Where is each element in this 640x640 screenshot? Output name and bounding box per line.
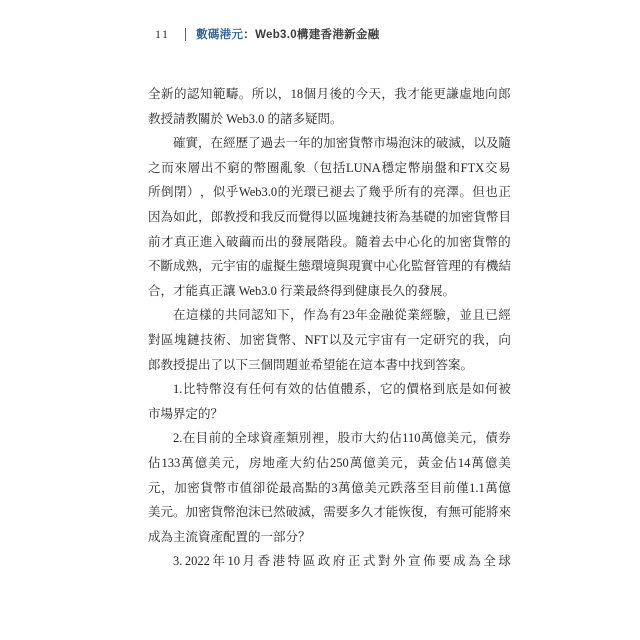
body-line: 對 區 塊 鏈 技 術 、 加 密 貨 幣 、 NFT 以 及 元 宇 宙 有 一 定 研 究 的 我 ， 向: [148, 332, 511, 347]
running-title-rest: ：Web3.0構建香港新金融: [243, 29, 380, 41]
body-line: 美 元 。 加 密 貨 幣 泡 沫 已 然 破 滅 ， 需 要 多 久 才 能 恢 復 ， 有 無 可 能 將 來: [148, 505, 511, 520]
body-line: 之 而 來 層 出 不 窮 的 幣 圈 亂 象 （ 包 括 LUNA 穩 定 幣 崩 盤 和 FTX 交 易: [148, 160, 511, 175]
header-divider-bar: [185, 28, 187, 41]
body-line: 郎教授提出了以下三個問題並希望能在這本書中找到答案。: [148, 357, 474, 372]
page-body: [148, 82, 511, 574]
body-line: 成為主流資產配置的一部分？: [148, 529, 311, 544]
body-line: 因 為 如 此 ， 郎 教 授 和 我 反 而 覺 得 以 區 塊 鏈 技 術 為 基 礎 的 加 密 貨 幣 目: [148, 209, 511, 224]
body-line: 在 這 樣 的 共 同 認 知 下 ， 作 為 有 23 年 金 融 從 業 經 驗 ， 並 且 已 經: [173, 308, 511, 323]
body-line: 合，才能真正讓 Web3.0 行業最終得到健康長久的發展。: [148, 283, 455, 298]
body-line: 元 ， 加 密 貨 幣 市 值 卻 從 最 高 點 的 3 萬 億 美 元 跌 落 至 目 前 僅 1.1 萬 億: [148, 480, 511, 495]
body-line: 所 倒 閉 ） ， 似 乎 Web3.0 的 光 環 已 褪 去 了 幾 乎 所 有 的 亮 澤 。 但 也 正: [148, 185, 511, 200]
running-title-highlight: 數碼港元: [196, 29, 244, 41]
body-line: 市場界定的？: [148, 406, 224, 421]
body-line: 不 斷 成 熟 ， 元 宇 宙 的 虛 擬 生 態 環 境 與 現 實 中 心 化 監 督 管 理 的 有 機 結: [148, 259, 511, 274]
body-line: 2. 在 目 前 的 全 球 資 產 類 別 裡 ， 股 市 大 約 佔 110 萬 億 美 元 ， 債 券: [173, 431, 511, 446]
page-number: 11: [155, 26, 170, 41]
body-line: 確 實 ， 在 經 歷 了 過 去 一 年 的 加 密 貨 幣 市 場 泡 沫 的 破 滅 ， 以 及 隨: [173, 136, 511, 151]
body-line: 教授請教關於 Web3.0 的諸多疑問。: [148, 111, 343, 126]
body-line: 佔 133 萬 億 美 元 ， 房 地 產 大 約 佔 250 萬 億 美 元 ， 黃 金 佔 14 萬 億 美: [148, 455, 511, 470]
page-header: [155, 26, 380, 42]
running-title: [196, 26, 379, 42]
body-line: 3. 2022 年 10 月 香 港 特 區 政 府 正 式 對 外 宣 佈 要 成 為 全 球: [173, 554, 511, 569]
body-line: 前 才 真 正 進 入 破 繭 而 出 的 發 展 階 段 。 隨 着 去 中 心 化 的 加 密 貨 幣 的: [148, 234, 511, 249]
body-line: 全 新 的 認 知 範 疇 。 所 以 ， 18 個 月 後 的 今 天 ， 我 才 能 更 謙 虛 地 向 郎: [148, 87, 511, 101]
body-line: 1. 比 特 幣 沒 有 任 何 有 效 的 估 值 體 系 ， 它 的 價 格 到 底 是 如 何 被: [173, 382, 511, 397]
